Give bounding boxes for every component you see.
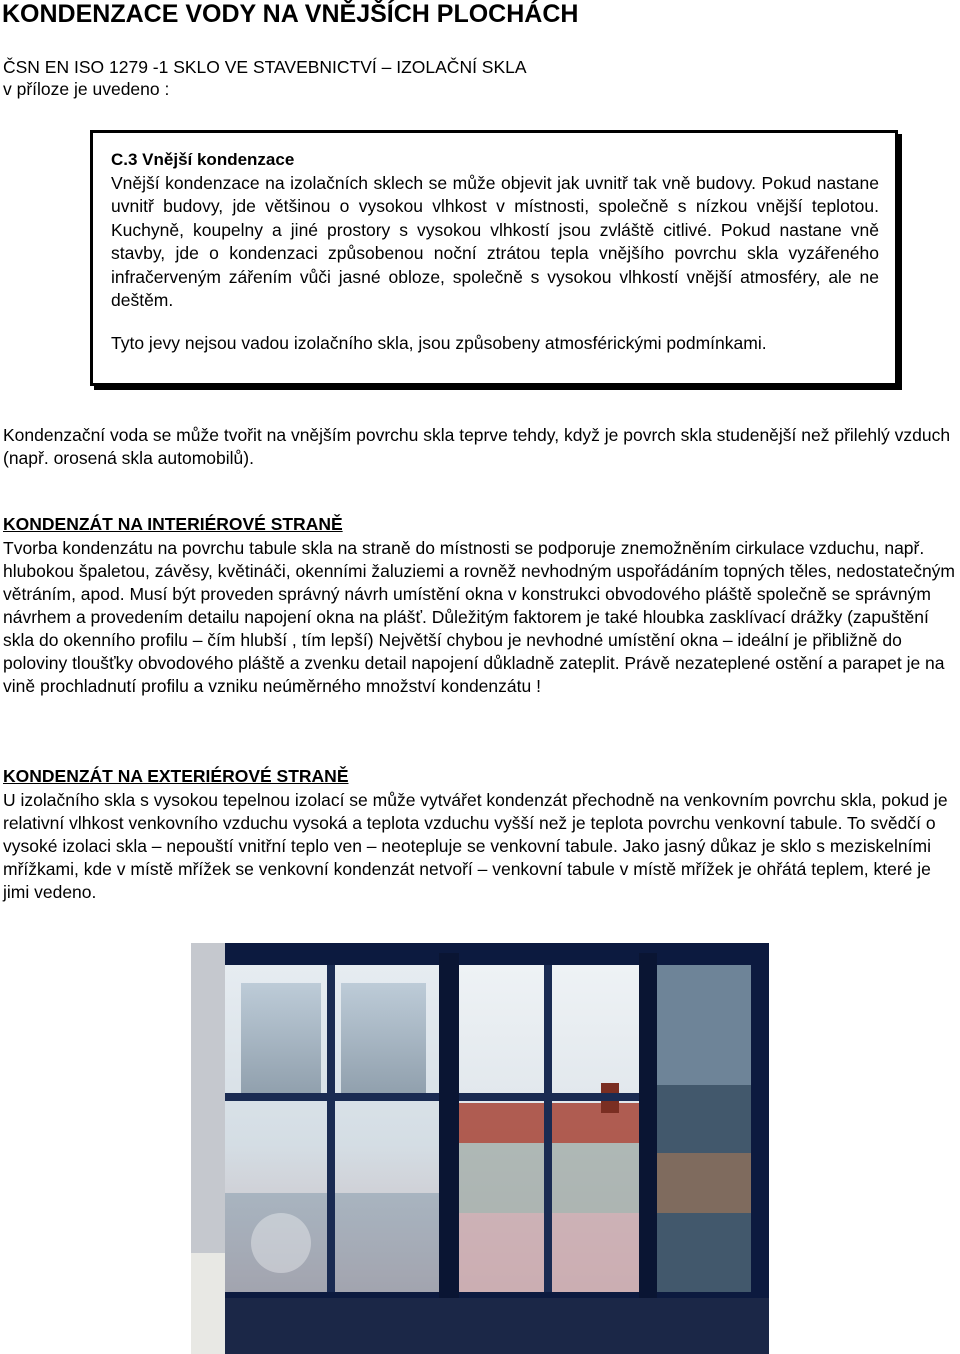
box-heading: C.3 Vnější kondenzace [111, 150, 295, 169]
exterior-paragraph: U izolačního skla s vysokou tepelnou izolací se může vytvářet kondenzát přechodně na venkovním povrchu skla, pokud je relativní vlhkost venkovního vzduchu vysoká a teplota vzduchu vyšší než je teplota povrchu venkovní tabule. To svědčí o vysoké izolaci skla – nepouští vnitřní teplo ven – neotepluje se venkovní tabule. Jako jasný důkaz je sklo s meziskelními mřížkami, kde v místě mřížek se venkovní kondenzát netvoří – venkovní tabule v místě mřížek je ohřátá teplem, které je jimi vedeno. [3, 790, 948, 902]
interior-paragraph: Tvorba kondenzátu na povrchu tabule skla na straně do místnosti se podporuje znemožněním cirkulace vzduchu, např. hlubokou špaletou, závěsy, květináči, okenními žaluziemi a rovněž nevhodným uspořádáním topných těles, nedostatečným větráním, apod. Musí být proveden správný návrh umístění okna v konstrukci obvodového pláště společně se správným návrhem a provedením detailu napojení okna na plášť. Důležitým faktorem je také hloubka zasklívací drážky (zapuštění skla do okenního profilu – čím hlubší , tím lepší) Největší chybou je nevhodné umístění okna – ideální je přibližně do poloviny tloušťky obvodového pláště a zvenku detail napojení důkladně zateplit. Právě nezateplené ostění a parapet je na vině prochladnutí profilu a vzniku neúměrného množství kondenzátu ! [3, 538, 956, 696]
page-title: KONDENZACE VODY NA VNĚJŠÍCH PLOCHÁCH [2, 0, 579, 28]
box-note: Tyto jevy nejsou vadou izolačního skla, jsou způsobeny atmosférickými podmínkami. [111, 333, 767, 353]
box-paragraph: Vnější kondenzace na izolačních sklech se může objevit jak uvnitř tak vně budovy. Pokud nastane uvnitř budovy, jde většinou o vysokou vlhkost v místnosti, společně s nízkou vnější teplotou. Kuchyně, koupelny a jiné prostory s vysokou vlhkostí jsou zvláště citlivé. Pokud nastane vně stavby, jde o kondenzaci způsobenou noční ztrátou tepla vnějšího povrchu skla vyzářeného infračerveným zářením vůči jasné obloze, společně s vysokou vlhkostí vnější atmosféry, ale ne deštěm. [111, 173, 879, 311]
standard-reference: ČSN EN ISO 1279 -1 SKLO VE STAVEBNICTVÍ – IZOLAČNÍ SKLA [3, 57, 527, 77]
condensation-window-photo [191, 943, 769, 1354]
exterior-heading: KONDENZÁT NA EXTERIÉROVÉ STRANĚ [3, 766, 349, 786]
interior-heading: KONDENZÁT NA INTERIÉROVÉ STRANĚ [3, 514, 343, 534]
standard-intro: v příloze je uvedeno : [3, 79, 170, 99]
quoted-standard-box [90, 130, 898, 386]
intro-paragraph: Kondenzační voda se může tvořit na vnějším povrchu skla teprve tehdy, když je povrch skla studenější než přilehlý vzduch (např. orosená skla automobilů). [3, 425, 951, 468]
